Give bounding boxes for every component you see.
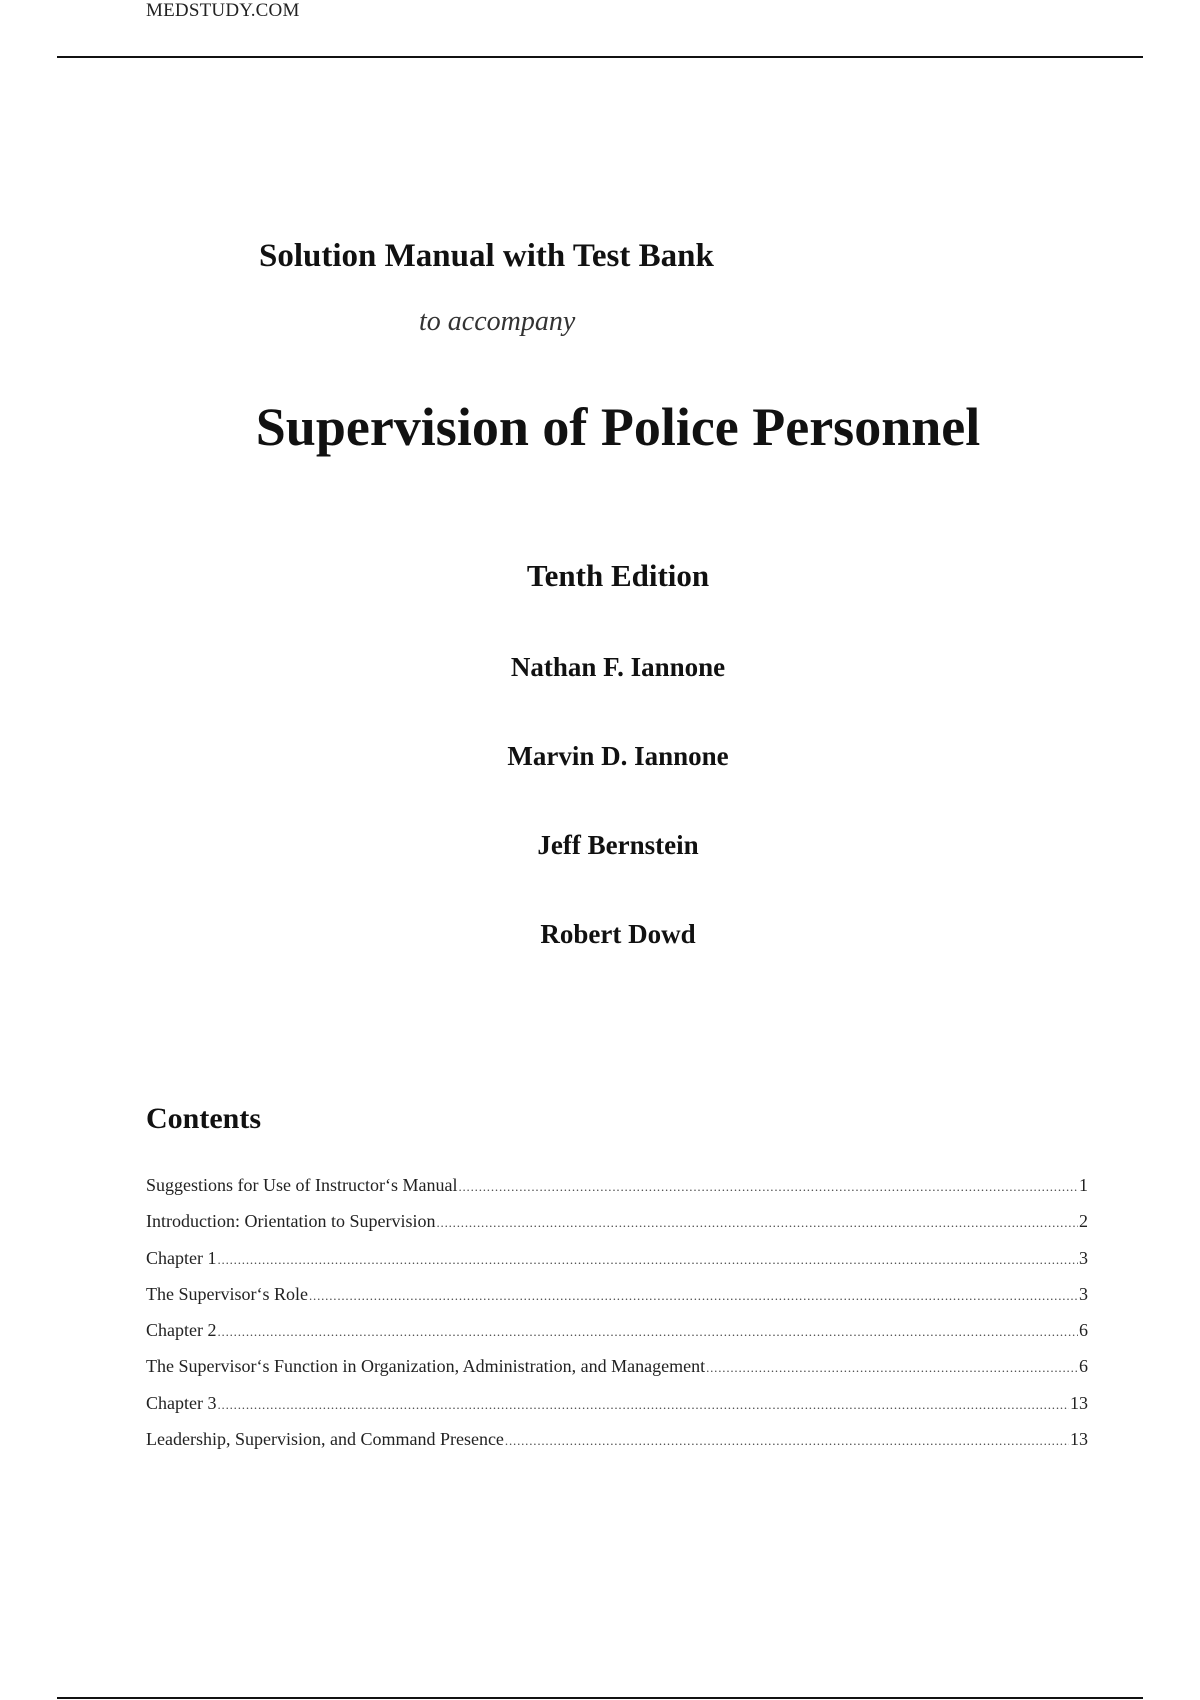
author-name: Robert Dowd (540, 919, 696, 949)
toc-entry[interactable] (146, 1356, 1088, 1392)
toc-dot-leader (217, 1324, 1078, 1340)
toc-entry-page: 13 (1070, 1392, 1088, 1413)
toc-entry[interactable] (146, 1320, 1088, 1356)
toc-entry-title: The Supervisor‘s Role (146, 1283, 308, 1304)
accompany-text: to accompany (419, 306, 576, 337)
header-rule (57, 56, 1143, 58)
contents-heading: Contents (146, 1102, 262, 1135)
toc-entry-page: 6 (1079, 1320, 1088, 1341)
author-name: Jeff Bernstein (537, 830, 699, 860)
toc-entry-page: 1 (1079, 1175, 1088, 1195)
toc-entry-page: 3 (1079, 1283, 1088, 1304)
site-header: MEDSTUDY.COM (146, 0, 300, 21)
toc-entry-page: 13 (1070, 1429, 1088, 1450)
toc-dot-leader (706, 1360, 1078, 1376)
toc-entry-title: Suggestions for Use of Instructor‘s Manual (146, 1175, 458, 1195)
toc-entry[interactable] (146, 1393, 1088, 1429)
toc-entry-page: 3 (1079, 1247, 1088, 1268)
manual-title: Solution Manual with Test Bank (259, 238, 714, 274)
toc-dot-leader (217, 1252, 1078, 1268)
toc-entry[interactable] (146, 1429, 1088, 1465)
toc-entry-page: 2 (1079, 1211, 1088, 1232)
author-name: Nathan F. Iannone (510, 652, 726, 682)
table-of-contents (146, 1175, 1088, 1465)
toc-entry-title: The Supervisor‘s Function in Organization, Administration, and Management (146, 1356, 706, 1377)
toc-dot-leader (436, 1215, 1078, 1231)
edition: Tenth Edition (526, 558, 710, 593)
footer-rule (57, 1697, 1143, 1699)
toc-dot-leader (309, 1288, 1078, 1304)
toc-entry-title: Introduction: Orientation to Supervision (146, 1211, 436, 1232)
book-title: Supervision of Police Personnel (255, 397, 981, 457)
toc-entry-title: Chapter 2 (146, 1320, 217, 1341)
toc-entry-title: Leadership, Supervision, and Command Presence (146, 1429, 504, 1450)
toc-dot-leader (505, 1433, 1069, 1449)
toc-dot-leader (217, 1397, 1069, 1413)
toc-entry[interactable] (146, 1175, 1088, 1211)
author-name: Marvin D. Iannone (507, 741, 729, 771)
toc-entry-title: Chapter 1 (146, 1247, 217, 1268)
toc-dot-leader (458, 1179, 1078, 1195)
toc-entry[interactable] (146, 1211, 1088, 1247)
toc-entry[interactable] (146, 1284, 1088, 1320)
toc-entry-title: Chapter 3 (146, 1392, 217, 1413)
toc-entry[interactable] (146, 1248, 1088, 1284)
toc-entry-page: 6 (1079, 1356, 1088, 1377)
